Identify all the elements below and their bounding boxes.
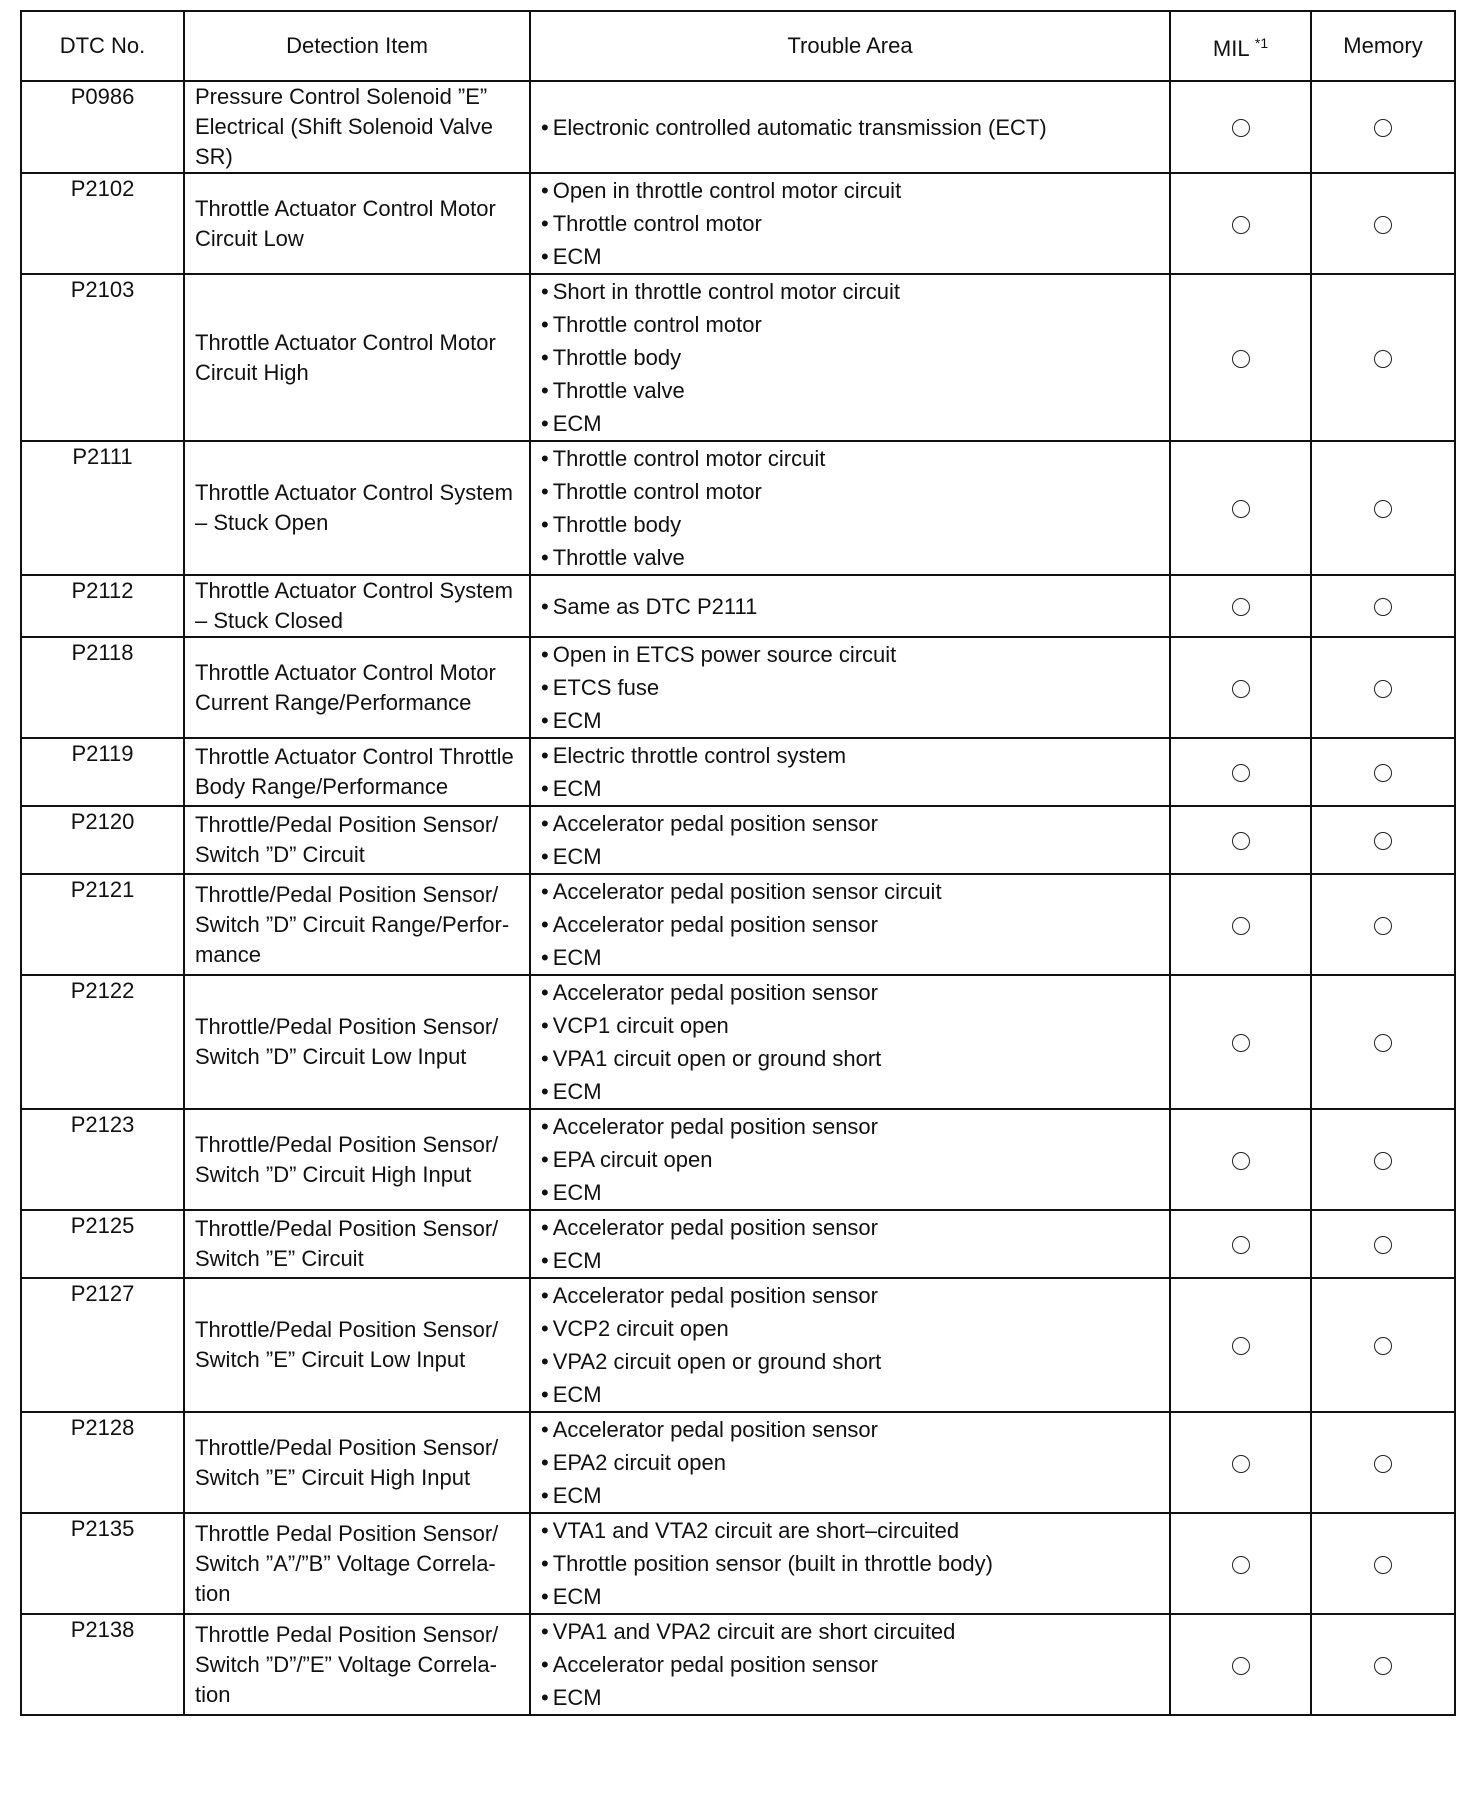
trouble-area-item	[541, 772, 1159, 805]
trouble-area-text: Accelerator pedal position sensor circuit	[552, 879, 942, 904]
trouble-area-text: Same as DTC P2111	[552, 593, 758, 619]
trouble-area-item	[541, 1176, 1159, 1209]
dtc-number: P2122	[21, 975, 184, 1109]
mil-cell	[1170, 1109, 1311, 1210]
memory-cell	[1311, 173, 1455, 274]
memory-circle-icon	[1374, 1337, 1392, 1355]
bullet-icon: •	[541, 1147, 549, 1172]
trouble-area-item	[541, 1345, 1159, 1378]
trouble-area-text: ECM	[552, 1382, 602, 1407]
trouble-area	[530, 874, 1170, 975]
trouble-area-item	[541, 442, 1159, 475]
bullet-icon: •	[541, 479, 549, 504]
bullet-icon: •	[541, 980, 549, 1005]
dtc-number: P0986	[21, 81, 184, 173]
trouble-area-text: Throttle valve	[552, 545, 685, 570]
memory-cell	[1311, 1210, 1455, 1278]
trouble-area-text: Open in throttle control motor circuit	[552, 178, 902, 203]
header-mil	[1170, 11, 1311, 81]
mil-cell	[1170, 1278, 1311, 1412]
bullet-icon: •	[541, 945, 549, 970]
detection-item: Throttle Actuator Control Motor Current Range/Performance	[184, 637, 530, 738]
detection-item: Throttle Pedal Position Sensor/ Switch ”A”/”B” Voltage Correla- tion	[184, 1513, 530, 1614]
mil-circle-icon	[1232, 917, 1250, 935]
trouble-area-text: ECM	[552, 1584, 602, 1609]
trouble-area-text: Accelerator pedal position sensor	[552, 1417, 878, 1442]
trouble-area-item	[541, 941, 1159, 974]
detection-item: Throttle/Pedal Position Sensor/ Switch ”E” Circuit High Input	[184, 1412, 530, 1513]
bullet-icon: •	[541, 1013, 549, 1038]
trouble-area-text: Throttle control motor	[552, 211, 762, 236]
table-row	[21, 173, 1455, 274]
trouble-area-item	[541, 1009, 1159, 1042]
mil-circle-icon	[1232, 1152, 1250, 1170]
bullet-icon: •	[541, 1551, 549, 1576]
memory-circle-icon	[1374, 500, 1392, 518]
trouble-area-text: Throttle control motor	[552, 312, 762, 337]
trouble-area-item	[541, 1446, 1159, 1479]
table-row	[21, 1412, 1455, 1513]
bullet-icon: •	[541, 1584, 549, 1609]
trouble-area-text: Throttle body	[552, 512, 682, 537]
trouble-area-item	[541, 1547, 1159, 1580]
mil-cell	[1170, 1614, 1311, 1715]
trouble-area	[530, 274, 1170, 441]
bullet-icon: •	[541, 1046, 549, 1071]
detection-item: Throttle Pedal Position Sensor/ Switch ”D”/”E” Voltage Correla- tion	[184, 1614, 530, 1715]
mil-cell	[1170, 738, 1311, 806]
header-dtc-no	[21, 11, 184, 81]
trouble-area-text: VCP2 circuit open	[552, 1316, 729, 1341]
memory-cell	[1311, 274, 1455, 441]
bullet-icon: •	[541, 114, 549, 140]
trouble-area-text: ECM	[552, 945, 602, 970]
memory-circle-icon	[1374, 1657, 1392, 1675]
header-trouble-area-label: Trouble Area	[787, 33, 913, 58]
trouble-area	[530, 738, 1170, 806]
trouble-area	[530, 975, 1170, 1109]
bullet-icon: •	[541, 593, 549, 619]
bullet-icon: •	[541, 378, 549, 403]
detection-item: Pressure Control Solenoid ”E” Electrical (Shift Solenoid Valve SR)	[184, 81, 530, 173]
trouble-area-item	[541, 475, 1159, 508]
table-row	[21, 975, 1455, 1109]
trouble-area-text: VPA2 circuit open or ground short	[552, 1349, 882, 1374]
bullet-icon: •	[541, 743, 549, 768]
memory-circle-icon	[1374, 764, 1392, 782]
bullet-icon: •	[541, 178, 549, 203]
trouble-area-item	[541, 908, 1159, 941]
detection-item: Throttle/Pedal Position Sensor/ Switch ”D” Circuit Low Input	[184, 975, 530, 1109]
mil-circle-icon	[1232, 1236, 1250, 1254]
header-memory-label: Memory	[1343, 33, 1423, 58]
trouble-area	[530, 1210, 1170, 1278]
bullet-icon: •	[541, 675, 549, 700]
bullet-icon: •	[541, 279, 549, 304]
bullet-icon: •	[541, 446, 549, 471]
bullet-icon: •	[541, 512, 549, 537]
table-row	[21, 1278, 1455, 1412]
trouble-area-text: VTA1 and VTA2 circuit are short–circuited	[552, 1518, 960, 1543]
trouble-area-text: ECM	[552, 708, 602, 733]
trouble-area-text: Electric throttle control system	[552, 743, 847, 768]
header-row	[21, 11, 1455, 81]
header-dtc-no-label: DTC No.	[59, 33, 146, 58]
memory-cell	[1311, 806, 1455, 874]
detection-item: Throttle Actuator Control Throttle Body Range/Performance	[184, 738, 530, 806]
memory-circle-icon	[1374, 680, 1392, 698]
trouble-area-text: ECM	[552, 1685, 602, 1710]
mil-circle-icon	[1232, 1337, 1250, 1355]
trouble-area	[530, 1278, 1170, 1412]
bullet-icon: •	[541, 642, 549, 667]
memory-cell	[1311, 575, 1455, 637]
trouble-area-item	[541, 739, 1159, 772]
mil-circle-icon	[1232, 1657, 1250, 1675]
dtc-number: P2125	[21, 1210, 184, 1278]
trouble-area-item	[541, 1244, 1159, 1277]
trouble-area-text: Accelerator pedal position sensor	[552, 1652, 878, 1677]
table-row	[21, 874, 1455, 975]
trouble-area-text: VPA1 and VPA2 circuit are short circuited	[552, 1619, 956, 1644]
dtc-number: P2135	[21, 1513, 184, 1614]
memory-circle-icon	[1374, 216, 1392, 234]
bullet-icon: •	[541, 1079, 549, 1104]
table-row	[21, 1513, 1455, 1614]
trouble-area-item	[541, 1143, 1159, 1176]
table-row	[21, 441, 1455, 575]
trouble-area-text: Short in throttle control motor circuit	[552, 279, 900, 304]
trouble-area-item	[541, 207, 1159, 240]
trouble-area-item	[541, 1648, 1159, 1681]
trouble-area	[530, 81, 1170, 173]
trouble-area-text: ECM	[552, 411, 602, 436]
trouble-area-item	[541, 840, 1159, 873]
trouble-area-item	[541, 308, 1159, 341]
trouble-area	[530, 441, 1170, 575]
bullet-icon: •	[541, 1619, 549, 1644]
trouble-area-text: Electronic controlled automatic transmission (ECT)	[552, 114, 1047, 140]
header-memory	[1311, 11, 1455, 81]
trouble-area-item	[541, 590, 1159, 623]
bullet-icon: •	[541, 1316, 549, 1341]
trouble-area-item	[541, 174, 1159, 207]
dtc-number: P2123	[21, 1109, 184, 1210]
detection-item: Throttle/Pedal Position Sensor/ Switch ”E” Circuit Low Input	[184, 1278, 530, 1412]
trouble-area-text: EPA circuit open	[552, 1147, 713, 1172]
trouble-area-item	[541, 875, 1159, 908]
trouble-area-item	[541, 508, 1159, 541]
trouble-area-item	[541, 1514, 1159, 1547]
detection-item: Throttle/Pedal Position Sensor/ Switch ”E” Circuit	[184, 1210, 530, 1278]
header-mil-footnote: *1	[1254, 35, 1269, 51]
trouble-area	[530, 1513, 1170, 1614]
bullet-icon: •	[541, 1518, 549, 1543]
table-row	[21, 806, 1455, 874]
memory-circle-icon	[1374, 917, 1392, 935]
trouble-area-text: ECM	[552, 1248, 602, 1273]
trouble-area-item	[541, 541, 1159, 574]
dtc-number: P2121	[21, 874, 184, 975]
header-detection-item-label: Detection Item	[286, 33, 428, 58]
mil-circle-icon	[1232, 350, 1250, 368]
bullet-icon: •	[541, 811, 549, 836]
bullet-icon: •	[541, 1483, 549, 1508]
trouble-area	[530, 637, 1170, 738]
trouble-area-item	[541, 1110, 1159, 1143]
table-body	[21, 81, 1455, 1715]
trouble-area-text: ECM	[552, 1180, 602, 1205]
bullet-icon: •	[541, 1248, 549, 1273]
memory-circle-icon	[1374, 1152, 1392, 1170]
trouble-area-text: Throttle position sensor (built in throttle body)	[552, 1551, 993, 1576]
dtc-number: P2120	[21, 806, 184, 874]
bullet-icon: •	[541, 345, 549, 370]
trouble-area-item	[541, 1211, 1159, 1244]
table-row	[21, 637, 1455, 738]
trouble-area-item	[541, 807, 1159, 840]
trouble-area-item	[541, 1378, 1159, 1411]
header-trouble-area	[530, 11, 1170, 81]
trouble-area-text: Throttle control motor	[552, 479, 762, 504]
mil-circle-icon	[1232, 680, 1250, 698]
trouble-area	[530, 806, 1170, 874]
memory-cell	[1311, 637, 1455, 738]
trouble-area-text: Open in ETCS power source circuit	[552, 642, 897, 667]
trouble-area-item	[541, 1042, 1159, 1075]
dtc-number: P2138	[21, 1614, 184, 1715]
trouble-area-text: ECM	[552, 776, 602, 801]
bullet-icon: •	[541, 1283, 549, 1308]
table-row	[21, 1109, 1455, 1210]
mil-cell	[1170, 1210, 1311, 1278]
mil-circle-icon	[1232, 119, 1250, 137]
bullet-icon: •	[541, 1417, 549, 1442]
trouble-area-item	[541, 1312, 1159, 1345]
trouble-area-item	[541, 1681, 1159, 1714]
trouble-area-item	[541, 976, 1159, 1009]
mil-cell	[1170, 1513, 1311, 1614]
dtc-number: P2119	[21, 738, 184, 806]
trouble-area-text: Throttle body	[552, 345, 682, 370]
mil-circle-icon	[1232, 598, 1250, 616]
memory-circle-icon	[1374, 1034, 1392, 1052]
mil-cell	[1170, 173, 1311, 274]
bullet-icon: •	[541, 844, 549, 869]
trouble-area-text: ECM	[552, 244, 602, 269]
mil-cell	[1170, 975, 1311, 1109]
detection-item: Throttle/Pedal Position Sensor/ Switch ”D” Circuit	[184, 806, 530, 874]
trouble-area-text: VPA1 circuit open or ground short	[552, 1046, 882, 1071]
trouble-area	[530, 1412, 1170, 1513]
mil-cell	[1170, 441, 1311, 575]
trouble-area-item	[541, 1075, 1159, 1108]
header-mil-label: MIL	[1212, 36, 1249, 61]
bullet-icon: •	[541, 776, 549, 801]
memory-cell	[1311, 1614, 1455, 1715]
dtc-number: P2128	[21, 1412, 184, 1513]
table-row	[21, 1210, 1455, 1278]
trouble-area-item	[541, 1580, 1159, 1613]
detection-item: Throttle Actuator Control Motor Circuit Low	[184, 173, 530, 274]
table-row	[21, 1614, 1455, 1715]
table-row	[21, 81, 1455, 173]
trouble-area-text: ECM	[552, 1079, 602, 1104]
trouble-area-text: EPA2 circuit open	[552, 1450, 726, 1475]
trouble-area-item	[541, 671, 1159, 704]
trouble-area-item	[541, 240, 1159, 273]
bullet-icon: •	[541, 1349, 549, 1374]
bullet-icon: •	[541, 1180, 549, 1205]
bullet-icon: •	[541, 912, 549, 937]
bullet-icon: •	[541, 1114, 549, 1139]
memory-cell	[1311, 1513, 1455, 1614]
trouble-area-text: Accelerator pedal position sensor	[552, 1114, 878, 1139]
mil-cell	[1170, 637, 1311, 738]
trouble-area-item	[541, 111, 1159, 144]
detection-item: Throttle Actuator Control System – Stuck Closed	[184, 575, 530, 637]
memory-cell	[1311, 874, 1455, 975]
memory-cell	[1311, 441, 1455, 575]
dtc-number: P2118	[21, 637, 184, 738]
bullet-icon: •	[541, 708, 549, 733]
table-row	[21, 575, 1455, 637]
detection-item: Throttle/Pedal Position Sensor/ Switch ”D” Circuit High Input	[184, 1109, 530, 1210]
bullet-icon: •	[541, 879, 549, 904]
memory-circle-icon	[1374, 1236, 1392, 1254]
bullet-icon: •	[541, 244, 549, 269]
dtc-number: P2112	[21, 575, 184, 637]
detection-item: Throttle Actuator Control Motor Circuit High	[184, 274, 530, 441]
trouble-area-text: Accelerator pedal position sensor	[552, 1283, 878, 1308]
trouble-area	[530, 173, 1170, 274]
trouble-area-item	[541, 704, 1159, 737]
mil-cell	[1170, 874, 1311, 975]
trouble-area	[530, 1614, 1170, 1715]
memory-cell	[1311, 1109, 1455, 1210]
mil-circle-icon	[1232, 764, 1250, 782]
dtc-number: P2127	[21, 1278, 184, 1412]
trouble-area-text: Throttle valve	[552, 378, 685, 403]
memory-circle-icon	[1374, 598, 1392, 616]
trouble-area-item	[541, 374, 1159, 407]
trouble-area-item	[541, 407, 1159, 440]
bullet-icon: •	[541, 1685, 549, 1710]
mil-cell	[1170, 81, 1311, 173]
trouble-area-text: ECM	[552, 844, 602, 869]
mil-circle-icon	[1232, 1455, 1250, 1473]
memory-circle-icon	[1374, 119, 1392, 137]
mil-circle-icon	[1232, 216, 1250, 234]
trouble-area-item	[541, 1279, 1159, 1312]
mil-circle-icon	[1232, 500, 1250, 518]
dtc-number: P2111	[21, 441, 184, 575]
bullet-icon: •	[541, 211, 549, 236]
trouble-area-text: Accelerator pedal position sensor	[552, 912, 878, 937]
bullet-icon: •	[541, 545, 549, 570]
bullet-icon: •	[541, 1652, 549, 1677]
memory-cell	[1311, 1412, 1455, 1513]
mil-cell	[1170, 575, 1311, 637]
trouble-area-item	[541, 1479, 1159, 1512]
trouble-area-text: Throttle control motor circuit	[552, 446, 826, 471]
trouble-area-text: VCP1 circuit open	[552, 1013, 729, 1038]
memory-cell	[1311, 81, 1455, 173]
bullet-icon: •	[541, 1215, 549, 1240]
header-detection-item	[184, 11, 530, 81]
dtc-number: P2102	[21, 173, 184, 274]
mil-cell	[1170, 806, 1311, 874]
memory-circle-icon	[1374, 350, 1392, 368]
dtc-table	[20, 10, 1456, 1716]
trouble-area-text: Accelerator pedal position sensor	[552, 980, 878, 1005]
mil-circle-icon	[1232, 1034, 1250, 1052]
dtc-number: P2103	[21, 274, 184, 441]
memory-cell	[1311, 1278, 1455, 1412]
trouble-area-text: ETCS fuse	[552, 675, 660, 700]
trouble-area	[530, 575, 1170, 637]
trouble-area-item	[541, 1413, 1159, 1446]
memory-cell	[1311, 738, 1455, 806]
memory-circle-icon	[1374, 832, 1392, 850]
trouble-area-text: ECM	[552, 1483, 602, 1508]
table-row	[21, 738, 1455, 806]
mil-cell	[1170, 1412, 1311, 1513]
mil-circle-icon	[1232, 1556, 1250, 1574]
trouble-area-text: Accelerator pedal position sensor	[552, 1215, 878, 1240]
bullet-icon: •	[541, 411, 549, 436]
memory-cell	[1311, 975, 1455, 1109]
trouble-area-item	[541, 638, 1159, 671]
detection-item: Throttle/Pedal Position Sensor/ Switch ”D” Circuit Range/Perfor- mance	[184, 874, 530, 975]
bullet-icon: •	[541, 312, 549, 337]
memory-circle-icon	[1374, 1455, 1392, 1473]
bullet-icon: •	[541, 1450, 549, 1475]
trouble-area-item	[541, 275, 1159, 308]
trouble-area-text: Accelerator pedal position sensor	[552, 811, 878, 836]
mil-circle-icon	[1232, 832, 1250, 850]
mil-cell	[1170, 274, 1311, 441]
trouble-area	[530, 1109, 1170, 1210]
trouble-area-item	[541, 341, 1159, 374]
trouble-area-item	[541, 1615, 1159, 1648]
detection-item: Throttle Actuator Control System – Stuck Open	[184, 441, 530, 575]
table-row	[21, 274, 1455, 441]
bullet-icon: •	[541, 1382, 549, 1407]
memory-circle-icon	[1374, 1556, 1392, 1574]
